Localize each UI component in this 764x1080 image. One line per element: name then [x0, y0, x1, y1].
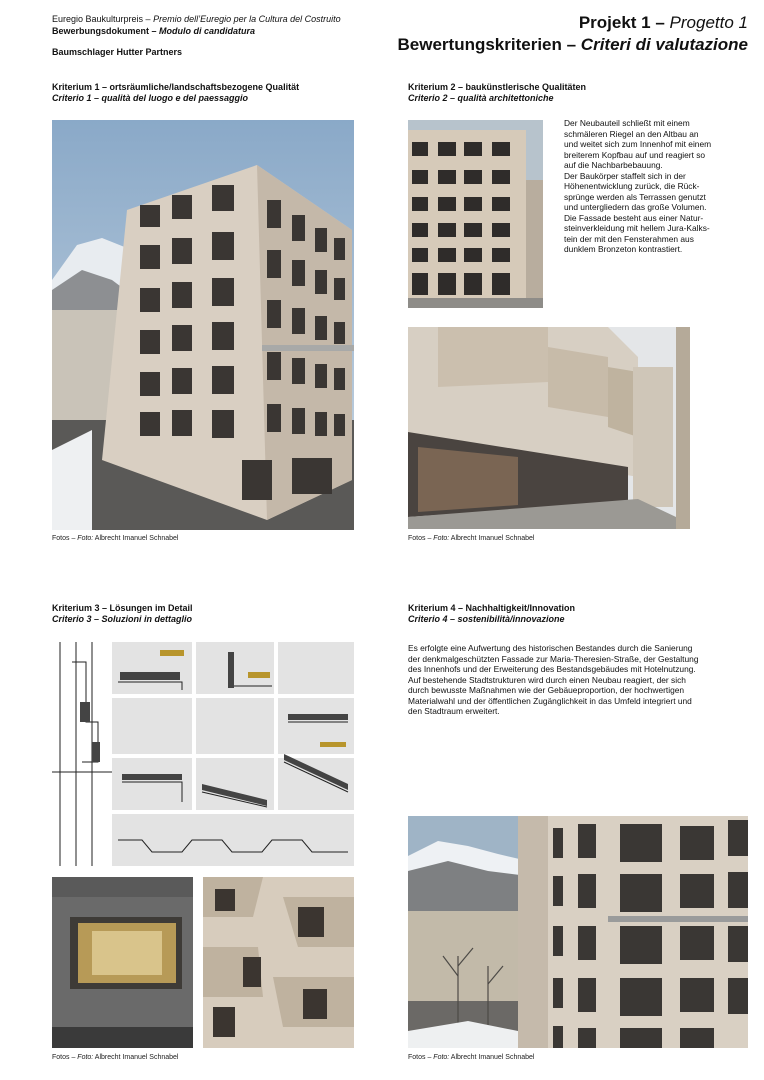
window-niche-interior-photo	[52, 877, 193, 1048]
photo-credit-4: Fotos – Foto: Albrecht Imanuel Schnabel	[408, 1054, 535, 1061]
criterion-1-heading: Kriterium 1 – ortsräumliche/landschaftsbezogene Qualität Criterio 1 – qualità del luogo e del paessaggio	[52, 82, 300, 103]
header-architect: Baumschlager Hutter Partners	[52, 47, 183, 57]
criterion-2-heading: Kriterium 2 – baukünstlerische Qualitäten Criterio 2 – qualità architettoniche	[408, 82, 587, 103]
photo-credit-2: Fotos – Foto: Albrecht Imanuel Schnabel	[408, 535, 535, 542]
criterion-4-text: Es erfolgte eine Aufwertung des historischen Bestandes durch die Sanierung der denkmalgeschützten Fassade zur Maria-Theresien-Straße, der Gestaltung des Innenhofs und der Erweiterung des Bestandsgebäudes mit Hotelnutzung. Auf bestehende Stadtstrukturen wird durch einen Neubau reagiert, der sich durch bewusste Maßnahmen wie der Gebäueproportion, der hochwertigen Materialwahl und der öffentlichen Zugänglichkeit in das Umfeld integriert und den Stadtraum erweitert.	[408, 643, 699, 716]
project-title: Projekt 1 – Progetto 1	[578, 13, 748, 32]
criterion-3-heading: Kriterium 3 – Lösungen im Detail Criterio 3 – Soluzioni in dettaglio	[52, 603, 193, 624]
courtyard-mountain-photo	[408, 816, 748, 1048]
document-header	[52, 13, 341, 58]
criteria-title: Bewertungskriterien – Criteri di valutazione	[397, 35, 748, 54]
construction-detail-drawings	[52, 642, 354, 866]
page-title	[398, 12, 748, 56]
facade-detail-photo	[203, 877, 354, 1048]
photo-credit-1: Fotos – Foto: Albrecht Imanuel Schnabel	[52, 535, 179, 542]
photo-credit-3: Fotos – Foto: Albrecht Imanuel Schnabel	[52, 1054, 179, 1061]
criterion-4-heading: Kriterium 4 – Nachhaltigkeit/Innovation Criterio 4 – sostenibilità/innovazione	[408, 603, 576, 624]
criterion-2-text: Der Neubauteil schließt mit einem schmäleren Riegel an den Altbau an und weitet sich zum Innenhof mit einem breiterem Kopfbau auf und reagiert so auf die Nachbarbebauung. Der Baukörper staffelt sich in der Höhenentwicklung zurück, die Rück- sprünge werden als Terrassen genutzt und untergliedern das große Volumen. Die Fassade besteht aus einer Natur- steinverkleidung mit hellem Jura-Kalks- tein der mit den Fensterahmen aus dunklem Bronzeton kontrastiert.	[564, 118, 712, 254]
courtyard-glazing-photo	[408, 327, 690, 529]
header-line-form: Bewerbungsdokument – Modulo di candidatura	[52, 26, 256, 36]
facade-street-photo	[408, 120, 543, 308]
building-corner-photo	[52, 120, 354, 530]
header-line-prize: Euregio Baukulturpreis – Premio dell’Euregio per la Cultura del Costruito	[52, 14, 341, 24]
